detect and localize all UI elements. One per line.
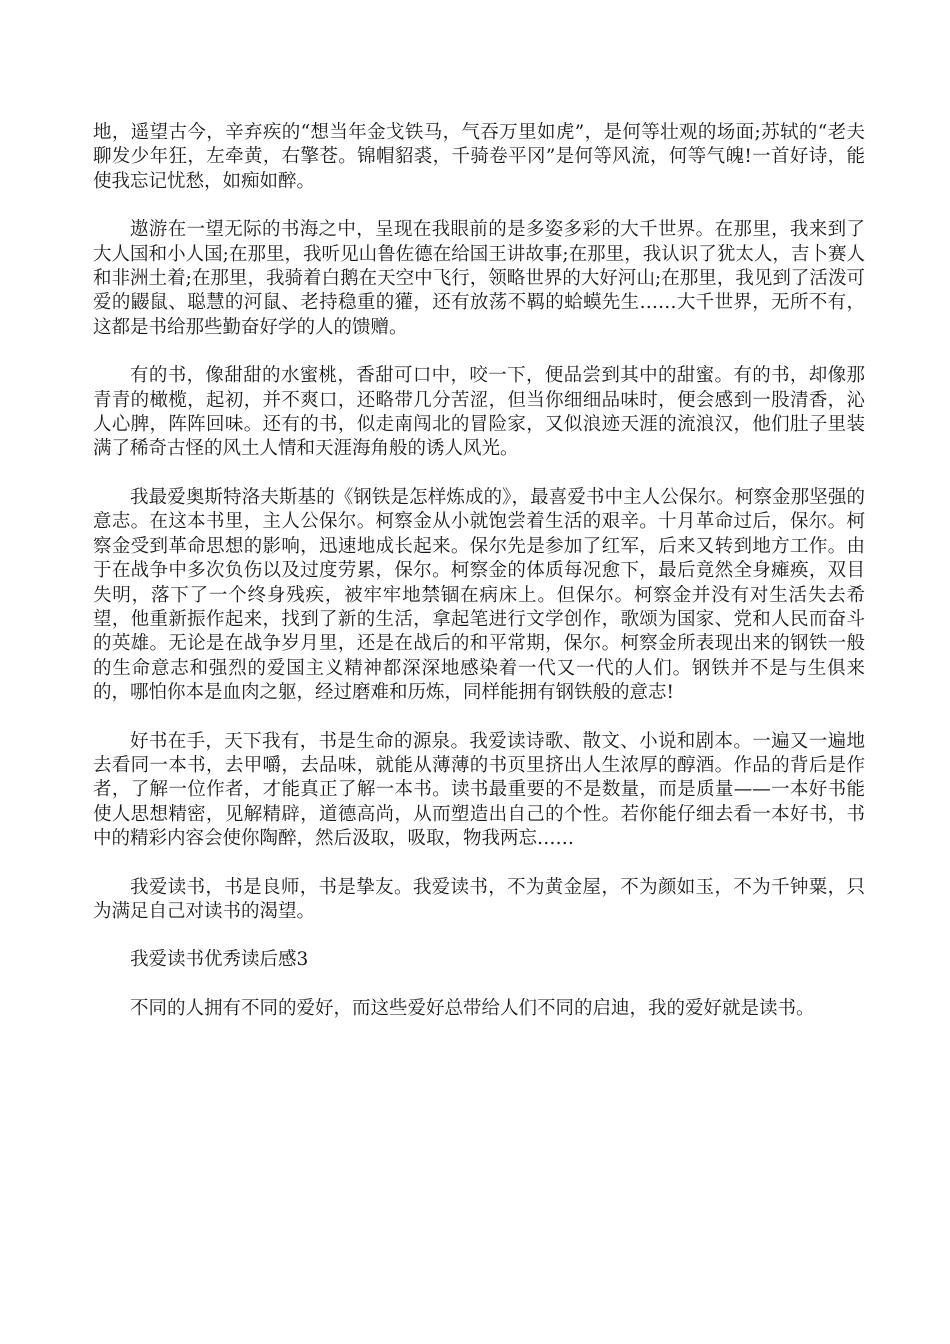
document-page <box>93 121 865 1045</box>
paragraph-steel-book: 我最爱奥斯特洛夫斯基的《钢铁是怎样炼成的》，最喜爱书中主人公保尔。柯察金那坚强的意志。在这本书里，主人公保尔。柯察金从小就饱尝着生活的艰辛。十月革命过后，保尔。柯察金受到革命思想的影响，迅速地成长起来。保尔先是参加了红军，后来又转到地方工作。由于在战争中多次负伤以及过度劳累，保尔。柯察金的体质每况愈下，最后竟然全身瘫痪，双目失明，落下了一个终身残疾，被牢牢地禁锢在病床上。但保尔。柯察金并没有对生活失去希望，他重新振作起来，找到了新的生活，拿起笔进行文学创作，歌颂为国家、党和人民而奋斗的英雄。无论是在战争岁月里，还是在战后的和平常期，保尔。柯察金所表现出来的钢铁一般的生命意志和强烈的爱国主义精神都深深地感染着一代又一代的人们。钢铁并不是与生俱来的，哪怕你本是血肉之躯，经过磨难和历炼，同样能拥有钢铁般的意志! <box>93 486 865 704</box>
paragraph-good-books: 好书在手，天下我有，书是生命的源泉。我爱读诗歌、散文、小说和剧本。一遍又一遍地去看同一本书，去甲嚼，去品味，就能从薄薄的书页里挤出人生浓厚的醇酒。作品的背后是作者，了解一位作者，才能真正了解一本书。读书最重要的不是数量，而是质量——一本好书能使人思想精密，见解精辟，道德高尚，从而塑造出自己的个性。若你能仔细去看一本好书，书中的精彩内容会使你陶醉，然后汲取，吸取，物我两忘…… <box>93 730 865 850</box>
paragraph-book-types: 有的书，像甜甜的水蜜桃，香甜可口中，咬一下，便品尝到其中的甜蜜。有的书，却像那青青的橄榄，起初，并不爽口，还略带几分苦涩，但当你细细品味时，便会感到一股清香，沁人心脾，阵阵回味。还有的书，似走南闯北的冒险家，又似浪迹天涯的流浪汉，他们肚子里装满了稀奇古怪的风土人情和天涯海角般的诱人风光。 <box>93 365 865 460</box>
paragraph-love-reading: 我爱读书，书是良师，书是挚友。我爱读书，不为黄金屋，不为颜如玉，不为千钟粟，只为满足自己对读书的渴望。 <box>93 876 865 922</box>
paragraph-closing: 不同的人拥有不同的爱好，而这些爱好总带给人们不同的启迪，我的爱好就是读书。 <box>130 997 815 1019</box>
paragraph-poetry: 地，遥望古今，辛弃疾的“想当年金戈铁马，气吞万里如虎”，是何等壮观的场面;苏轼的“老夫聊发少年狂，左牵黄，右擎苍。锦帽貂裘，千骑卷平冈”是何等风流，何等气魄!一首好诗，能使我忘记忧愁，如痴如醉。 <box>93 122 865 192</box>
paragraph-book-sea: 遨游在一望无际的书海之中，呈现在我眼前的是多姿多彩的大千世界。在那里，我来到了大人国和小人国;在那里，我听见山鲁佐德在给国王讲故事;在那里，我认识了犹太人，吉卜赛人和非洲土着;在那里，我骑着白鹅在天空中飞行，领略世界的大好河山;在那里，我见到了活泼可爱的鼹鼠、聪慧的河鼠、老持稳重的獾，还有放荡不羁的蛤蟆先生……大千世界，无所不有，这都是书给那些勤奋好学的人的馈赠。 <box>93 219 865 338</box>
section-heading: 我爱读书优秀读后感3 <box>130 949 309 971</box>
